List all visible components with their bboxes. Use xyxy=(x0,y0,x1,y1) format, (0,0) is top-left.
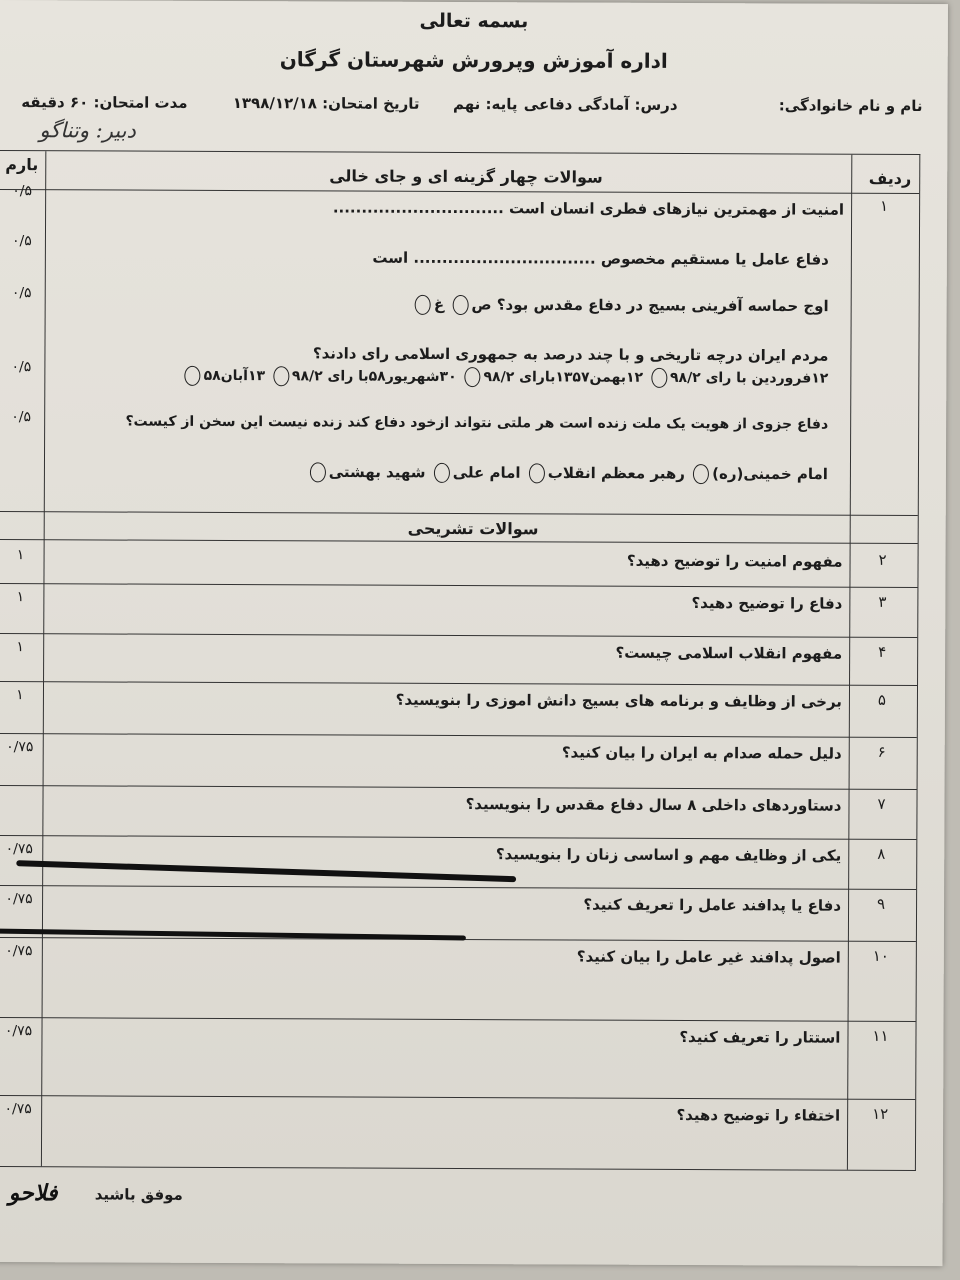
score-1c: ۰/۵ xyxy=(11,285,32,302)
good-luck-text: موفق باشید xyxy=(94,1185,183,1204)
row-divider xyxy=(0,1095,915,1100)
row-divider xyxy=(0,633,917,638)
question-score: ۰/۷۵ xyxy=(6,739,34,756)
answer-circle-icon[interactable] xyxy=(464,367,480,387)
question-number: ۹ xyxy=(876,894,886,913)
question-score: ۱ xyxy=(16,639,24,656)
row-divider xyxy=(0,1017,916,1022)
teacher-handwriting: دبیر: وتناگو xyxy=(39,118,136,143)
exam-duration-label: مدت امتحان: ۶۰ دقیقه xyxy=(21,93,188,112)
question-text: اختفاء را توضیح دهید؟ xyxy=(676,1105,841,1125)
question-text: مفهوم امنیت را توضیح دهید؟ xyxy=(626,551,843,571)
header-divider xyxy=(0,189,919,194)
question-number: ۸ xyxy=(877,844,886,863)
q5-option-3: امام علی xyxy=(452,463,521,482)
question-score: ۱ xyxy=(16,589,25,606)
row-divider xyxy=(0,885,916,890)
question-1b: دفاع عامل یا مستقیم مخصوص ................................ است xyxy=(372,248,829,269)
row-divider xyxy=(0,785,917,790)
answer-circle-icon[interactable] xyxy=(651,368,667,388)
question-number: ۱۰ xyxy=(872,946,889,965)
exam-info-row xyxy=(0,93,948,127)
row-divider xyxy=(0,733,917,738)
q4-option-2: ۱۲بهمن۱۳۵۷بارای ۹۸/۲ xyxy=(483,369,644,386)
question-number: ۷ xyxy=(877,794,886,813)
question-text: اصول پدافند غیر عامل را بیان کنید؟ xyxy=(576,947,841,967)
col-row-header: ردیف xyxy=(868,168,912,188)
exam-date-label: تاریخ امتحان: ۱۳۹۸/۱۲/۱۸ xyxy=(232,94,420,113)
question-1e: دفاع جزوی از هویت یک ملت زنده است هر ملتی نتواند ازخود دفاع کند زنده نیست این سخن از کیست؟ xyxy=(125,413,829,433)
section-divider xyxy=(0,511,918,516)
question-number: ۱۱ xyxy=(872,1026,889,1045)
question-text: دلیل حمله صدام به ایران را بیان کنید؟ xyxy=(561,743,842,763)
question-1a: امنیت از مهمترین نیازهای فطری انسان است .............................. xyxy=(332,198,845,219)
answer-circle-icon[interactable] xyxy=(310,462,326,482)
question-number: ۶ xyxy=(877,742,886,761)
question-number: ۳ xyxy=(878,592,887,611)
q5-option-1: امام خمینی(ره) xyxy=(712,464,828,484)
question-1c xyxy=(412,295,829,317)
grade-label: پایه: نهم xyxy=(452,94,518,114)
row-divider xyxy=(0,681,917,686)
score-1a: ۰/۵ xyxy=(12,183,33,200)
answer-circle-icon[interactable] xyxy=(185,366,201,386)
question-text: دستاوردهای داخلی ۸ سال دفاع مقدس را بنویسید؟ xyxy=(465,795,842,815)
section2-header-divider xyxy=(0,539,918,544)
q3-option-1: ص xyxy=(471,295,492,314)
q4-option-3: ۳۰شهریور۵۸با رای ۹۸/۲ xyxy=(291,368,457,385)
answer-circle-icon[interactable] xyxy=(452,295,468,315)
basmala: بسمه تعالی xyxy=(419,9,529,33)
q5-option-2: رهبر معظم انقلاب xyxy=(547,463,685,483)
question-number: ۴ xyxy=(878,642,887,661)
question-text: مفهوم انقلاب اسلامی چیست؟ xyxy=(615,643,843,663)
lesson-label: درس: آمادگی دفاعی xyxy=(523,95,678,114)
ink-smudge xyxy=(16,860,516,882)
question-text: دفاع یا پدافند عامل را تعریف کنید؟ xyxy=(583,895,842,915)
section1-title: سوالات چهار گزینه ای و جای خالی xyxy=(329,166,603,187)
question-text: یکی از وظایف مهم و اساسی زنان را بنویسید؟ xyxy=(495,845,842,865)
question-score: ۱ xyxy=(16,687,24,704)
question-score: ۰/۷۵ xyxy=(5,891,33,908)
q5-option-4: شهید بهشتی xyxy=(328,462,426,482)
answer-circle-icon[interactable] xyxy=(693,464,709,484)
section2-title: سوالات تشریحی xyxy=(407,518,539,539)
col-score-header: بارم xyxy=(5,155,39,175)
question-1d: مردم ایران درچه تاریخی و با چند درصد به جمهوری اسلامی رای دادند؟ xyxy=(312,344,829,365)
question-number: ۲ xyxy=(878,550,887,569)
score-column-divider xyxy=(41,151,46,1166)
q3-option-2: غ xyxy=(433,295,445,314)
row-column-divider xyxy=(847,155,852,1170)
question-text: دفاع را توضیح دهید؟ xyxy=(691,594,843,613)
question-1c-text: اوج حماسه آفرینی بسیج در دفاع مقدس بود؟ xyxy=(496,295,829,316)
question-text: برخی از وظایف و برنامه های بسیج دانش اموزی را بنویسید؟ xyxy=(395,690,842,711)
question-score: ۰/۷۵ xyxy=(4,1023,33,1040)
answer-circle-icon[interactable] xyxy=(434,463,450,483)
answer-circle-icon[interactable] xyxy=(273,366,289,386)
department-title: اداره آموزش وپرورش شهرستان گرگان xyxy=(279,47,668,73)
exam-table xyxy=(0,150,920,1171)
question-1e-options xyxy=(307,462,828,484)
question-score: ۰/۷۵ xyxy=(5,943,33,960)
question-score: ۱ xyxy=(16,547,25,564)
answer-circle-icon[interactable] xyxy=(529,463,545,483)
question-number: ۵ xyxy=(877,690,887,709)
row-divider xyxy=(0,835,916,840)
question-score: ۰/۷۵ xyxy=(4,1101,32,1118)
section1-number: ۱ xyxy=(880,196,889,215)
question-score: ۰/۷۵ xyxy=(5,841,33,858)
score-1e: ۰/۵ xyxy=(11,409,32,426)
question-text: استتار را تعریف کنید؟ xyxy=(679,1027,841,1047)
row-divider xyxy=(0,583,917,588)
teacher-signature: فلاحو xyxy=(8,1180,58,1207)
score-1b: ۰/۵ xyxy=(12,233,32,250)
student-name-label: نام و نام خانوادگی: xyxy=(778,96,923,116)
question-number: ۱۲ xyxy=(872,1104,889,1123)
q4-option-4: ۱۳آبان۵۸ xyxy=(203,367,266,385)
question-1d-options xyxy=(182,366,829,389)
q4-option-1: ۱۲فروردین با رای ۹۸/۲ xyxy=(669,369,829,387)
score-1d: ۰/۵ xyxy=(11,359,32,376)
answer-circle-icon[interactable] xyxy=(415,295,431,315)
